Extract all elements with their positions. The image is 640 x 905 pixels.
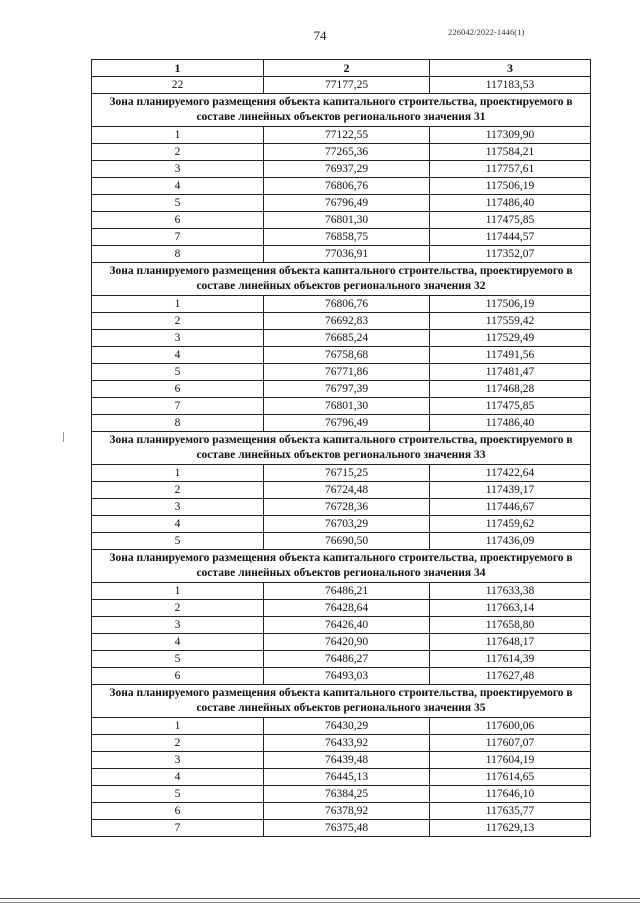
- y-coordinate-cell: 117633,38: [430, 583, 591, 600]
- table-row: [92, 533, 591, 550]
- y-coordinate-cell: 117559,42: [430, 313, 591, 330]
- table-row: [92, 516, 591, 533]
- point-number-cell: 5: [92, 364, 264, 381]
- x-coordinate-cell: 76420,90: [264, 634, 430, 651]
- y-coordinate-cell: 117486,40: [430, 415, 591, 432]
- y-coordinate-cell: 117614,65: [430, 769, 591, 786]
- point-number-cell: 5: [92, 786, 264, 803]
- table-row: [92, 482, 591, 499]
- zone-title-row: [92, 263, 591, 296]
- x-coordinate-cell: 76428,64: [264, 600, 430, 617]
- x-coordinate-cell: 76858,75: [264, 229, 430, 246]
- table-row: [92, 786, 591, 803]
- x-coordinate-cell: 76728,36: [264, 499, 430, 516]
- zone-title: Зона планируемого размещения объекта капитального строительства, проектируемого в составе линейных объектов регионального значения 34: [92, 550, 591, 583]
- table-row: [92, 600, 591, 617]
- point-number-cell: 6: [92, 381, 264, 398]
- table-row: [92, 161, 591, 178]
- x-coordinate-cell: 76724,48: [264, 482, 430, 499]
- y-coordinate-cell: 117506,19: [430, 296, 591, 313]
- y-coordinate-cell: 117446,67: [430, 499, 591, 516]
- x-coordinate-cell: 76378,92: [264, 803, 430, 820]
- point-number-cell: 6: [92, 212, 264, 229]
- table-row: [92, 735, 591, 752]
- x-coordinate-cell: 76375,48: [264, 820, 430, 837]
- column-header-point-number: 1: [92, 60, 264, 77]
- x-coordinate-cell: 76703,29: [264, 516, 430, 533]
- point-number-cell: 5: [92, 195, 264, 212]
- point-number-cell: 4: [92, 634, 264, 651]
- point-number-cell: 8: [92, 415, 264, 432]
- table-row: [92, 77, 591, 94]
- x-coordinate-cell: 76801,30: [264, 398, 430, 415]
- y-coordinate-cell: 117614,39: [430, 651, 591, 668]
- y-coordinate-cell: 117604,19: [430, 752, 591, 769]
- x-coordinate-cell: 76690,50: [264, 533, 430, 550]
- y-coordinate-cell: 117422,64: [430, 465, 591, 482]
- y-coordinate-cell: 117475,85: [430, 212, 591, 229]
- y-coordinate-cell: 117506,19: [430, 178, 591, 195]
- zone-title: Зона планируемого размещения объекта капитального строительства, проектируемого в составе линейных объектов регионального значения 32: [92, 263, 591, 296]
- table-row: [92, 330, 591, 347]
- x-coordinate-cell: 77177,25: [264, 77, 430, 94]
- x-coordinate-cell: 76806,76: [264, 296, 430, 313]
- point-number-cell: 7: [92, 398, 264, 415]
- y-coordinate-cell: 117436,09: [430, 533, 591, 550]
- table-row: [92, 364, 591, 381]
- y-coordinate-cell: 117439,17: [430, 482, 591, 499]
- x-coordinate-cell: 77122,55: [264, 127, 430, 144]
- x-coordinate-cell: 76426,40: [264, 617, 430, 634]
- point-number-cell: 2: [92, 313, 264, 330]
- y-coordinate-cell: 117309,90: [430, 127, 591, 144]
- y-coordinate-cell: 117629,13: [430, 820, 591, 837]
- table-row: [92, 668, 591, 685]
- point-number-cell: 6: [92, 668, 264, 685]
- table-row: [92, 499, 591, 516]
- y-coordinate-cell: 117183,53: [430, 77, 591, 94]
- x-coordinate-cell: 76796,49: [264, 415, 430, 432]
- zone-title: Зона планируемого размещения объекта капитального строительства, проектируемого в составе линейных объектов регионального значения 35: [92, 685, 591, 718]
- column-header-x-coordinate: 2: [264, 60, 430, 77]
- point-number-cell: 5: [92, 651, 264, 668]
- y-coordinate-cell: 117648,17: [430, 634, 591, 651]
- y-coordinate-cell: 117627,48: [430, 668, 591, 685]
- point-number-cell: 7: [92, 229, 264, 246]
- point-number-cell: 3: [92, 752, 264, 769]
- point-number-cell: 1: [92, 465, 264, 482]
- y-coordinate-cell: 117658,80: [430, 617, 591, 634]
- table-row: [92, 718, 591, 735]
- table-row: [92, 415, 591, 432]
- y-coordinate-cell: 117468,28: [430, 381, 591, 398]
- table-row: [92, 313, 591, 330]
- point-number-cell: 4: [92, 516, 264, 533]
- y-coordinate-cell: 117459,62: [430, 516, 591, 533]
- x-coordinate-cell: 76806,76: [264, 178, 430, 195]
- y-coordinate-cell: 117475,85: [430, 398, 591, 415]
- y-coordinate-cell: 117584,21: [430, 144, 591, 161]
- point-number-cell: 1: [92, 718, 264, 735]
- table-row: [92, 127, 591, 144]
- zone-title-row: [92, 94, 591, 127]
- x-coordinate-cell: 77265,36: [264, 144, 430, 161]
- table-row: [92, 651, 591, 668]
- y-coordinate-cell: 117352,07: [430, 246, 591, 263]
- point-number-cell: 2: [92, 482, 264, 499]
- table-row: [92, 820, 591, 837]
- y-coordinate-cell: 117663,14: [430, 600, 591, 617]
- x-coordinate-cell: 76493,03: [264, 668, 430, 685]
- table-row: [92, 752, 591, 769]
- x-coordinate-cell: 76384,25: [264, 786, 430, 803]
- zone-title-row: [92, 432, 591, 465]
- y-coordinate-cell: 117607,07: [430, 735, 591, 752]
- y-coordinate-cell: 117646,10: [430, 786, 591, 803]
- point-number-cell: 2: [92, 144, 264, 161]
- zone-title: Зона планируемого размещения объекта капитального строительства, проектируемого в составе линейных объектов регионального значения 31: [92, 94, 591, 127]
- table-row: [92, 144, 591, 161]
- point-number-cell: 2: [92, 735, 264, 752]
- table-row: [92, 212, 591, 229]
- x-coordinate-cell: 76715,25: [264, 465, 430, 482]
- point-number-cell: 4: [92, 769, 264, 786]
- x-coordinate-cell: 76433,92: [264, 735, 430, 752]
- x-coordinate-cell: 76771,86: [264, 364, 430, 381]
- table-row: [92, 617, 591, 634]
- point-number-cell: 3: [92, 161, 264, 178]
- point-number-cell: 7: [92, 820, 264, 837]
- zone-title-row: [92, 550, 591, 583]
- point-number-cell: 3: [92, 330, 264, 347]
- table-body: [92, 77, 591, 837]
- y-coordinate-cell: 117757,61: [430, 161, 591, 178]
- zone-title: Зона планируемого размещения объекта капитального строительства, проектируемого в составе линейных объектов регионального значения 33: [92, 432, 591, 465]
- point-number-cell: 2: [92, 600, 264, 617]
- column-header-y-coordinate: 3: [430, 60, 591, 77]
- table-row: [92, 583, 591, 600]
- table-row: [92, 246, 591, 263]
- x-coordinate-cell: 76692,83: [264, 313, 430, 330]
- x-coordinate-cell: 76439,48: [264, 752, 430, 769]
- y-coordinate-cell: 117486,40: [430, 195, 591, 212]
- coordinates-table: [91, 59, 591, 837]
- x-coordinate-cell: 76486,21: [264, 583, 430, 600]
- y-coordinate-cell: 117491,56: [430, 347, 591, 364]
- table-row: [92, 398, 591, 415]
- point-number-cell: 8: [92, 246, 264, 263]
- x-coordinate-cell: 76937,29: [264, 161, 430, 178]
- point-number-cell: 1: [92, 296, 264, 313]
- table-row: [92, 381, 591, 398]
- point-number-cell: 4: [92, 347, 264, 364]
- x-coordinate-cell: 77036,91: [264, 246, 430, 263]
- x-coordinate-cell: 76796,49: [264, 195, 430, 212]
- y-coordinate-cell: 117529,49: [430, 330, 591, 347]
- x-coordinate-cell: 76801,30: [264, 212, 430, 229]
- scan-artifact: [63, 432, 64, 442]
- table-row: [92, 195, 591, 212]
- header-row: [92, 60, 591, 77]
- x-coordinate-cell: 76486,27: [264, 651, 430, 668]
- zone-title-row: [92, 685, 591, 718]
- point-number-cell: 1: [92, 127, 264, 144]
- point-number-cell: 4: [92, 178, 264, 195]
- y-coordinate-cell: 117481,47: [430, 364, 591, 381]
- x-coordinate-cell: 76797,39: [264, 381, 430, 398]
- table-row: [92, 769, 591, 786]
- table-row: [92, 465, 591, 482]
- y-coordinate-cell: 117444,57: [430, 229, 591, 246]
- table-row: [92, 296, 591, 313]
- table-row: [92, 803, 591, 820]
- point-number-cell: 5: [92, 533, 264, 550]
- point-number-cell: 6: [92, 803, 264, 820]
- x-coordinate-cell: 76430,29: [264, 718, 430, 735]
- page-number: 74: [313, 28, 327, 43]
- document-code: 226042/2022-1446(1): [448, 27, 525, 37]
- table-header: [92, 60, 591, 77]
- table-row: [92, 347, 591, 364]
- table-row: [92, 178, 591, 195]
- table-row: [92, 634, 591, 651]
- x-coordinate-cell: 76685,24: [264, 330, 430, 347]
- point-number-cell: 3: [92, 499, 264, 516]
- x-coordinate-cell: 76758,68: [264, 347, 430, 364]
- bottom-edge-rule: [0, 898, 640, 903]
- point-number-cell: 1: [92, 583, 264, 600]
- table-row: [92, 229, 591, 246]
- y-coordinate-cell: 117635,77: [430, 803, 591, 820]
- x-coordinate-cell: 76445,13: [264, 769, 430, 786]
- y-coordinate-cell: 117600,06: [430, 718, 591, 735]
- point-number-cell: 3: [92, 617, 264, 634]
- point-number-cell: 22: [92, 77, 264, 94]
